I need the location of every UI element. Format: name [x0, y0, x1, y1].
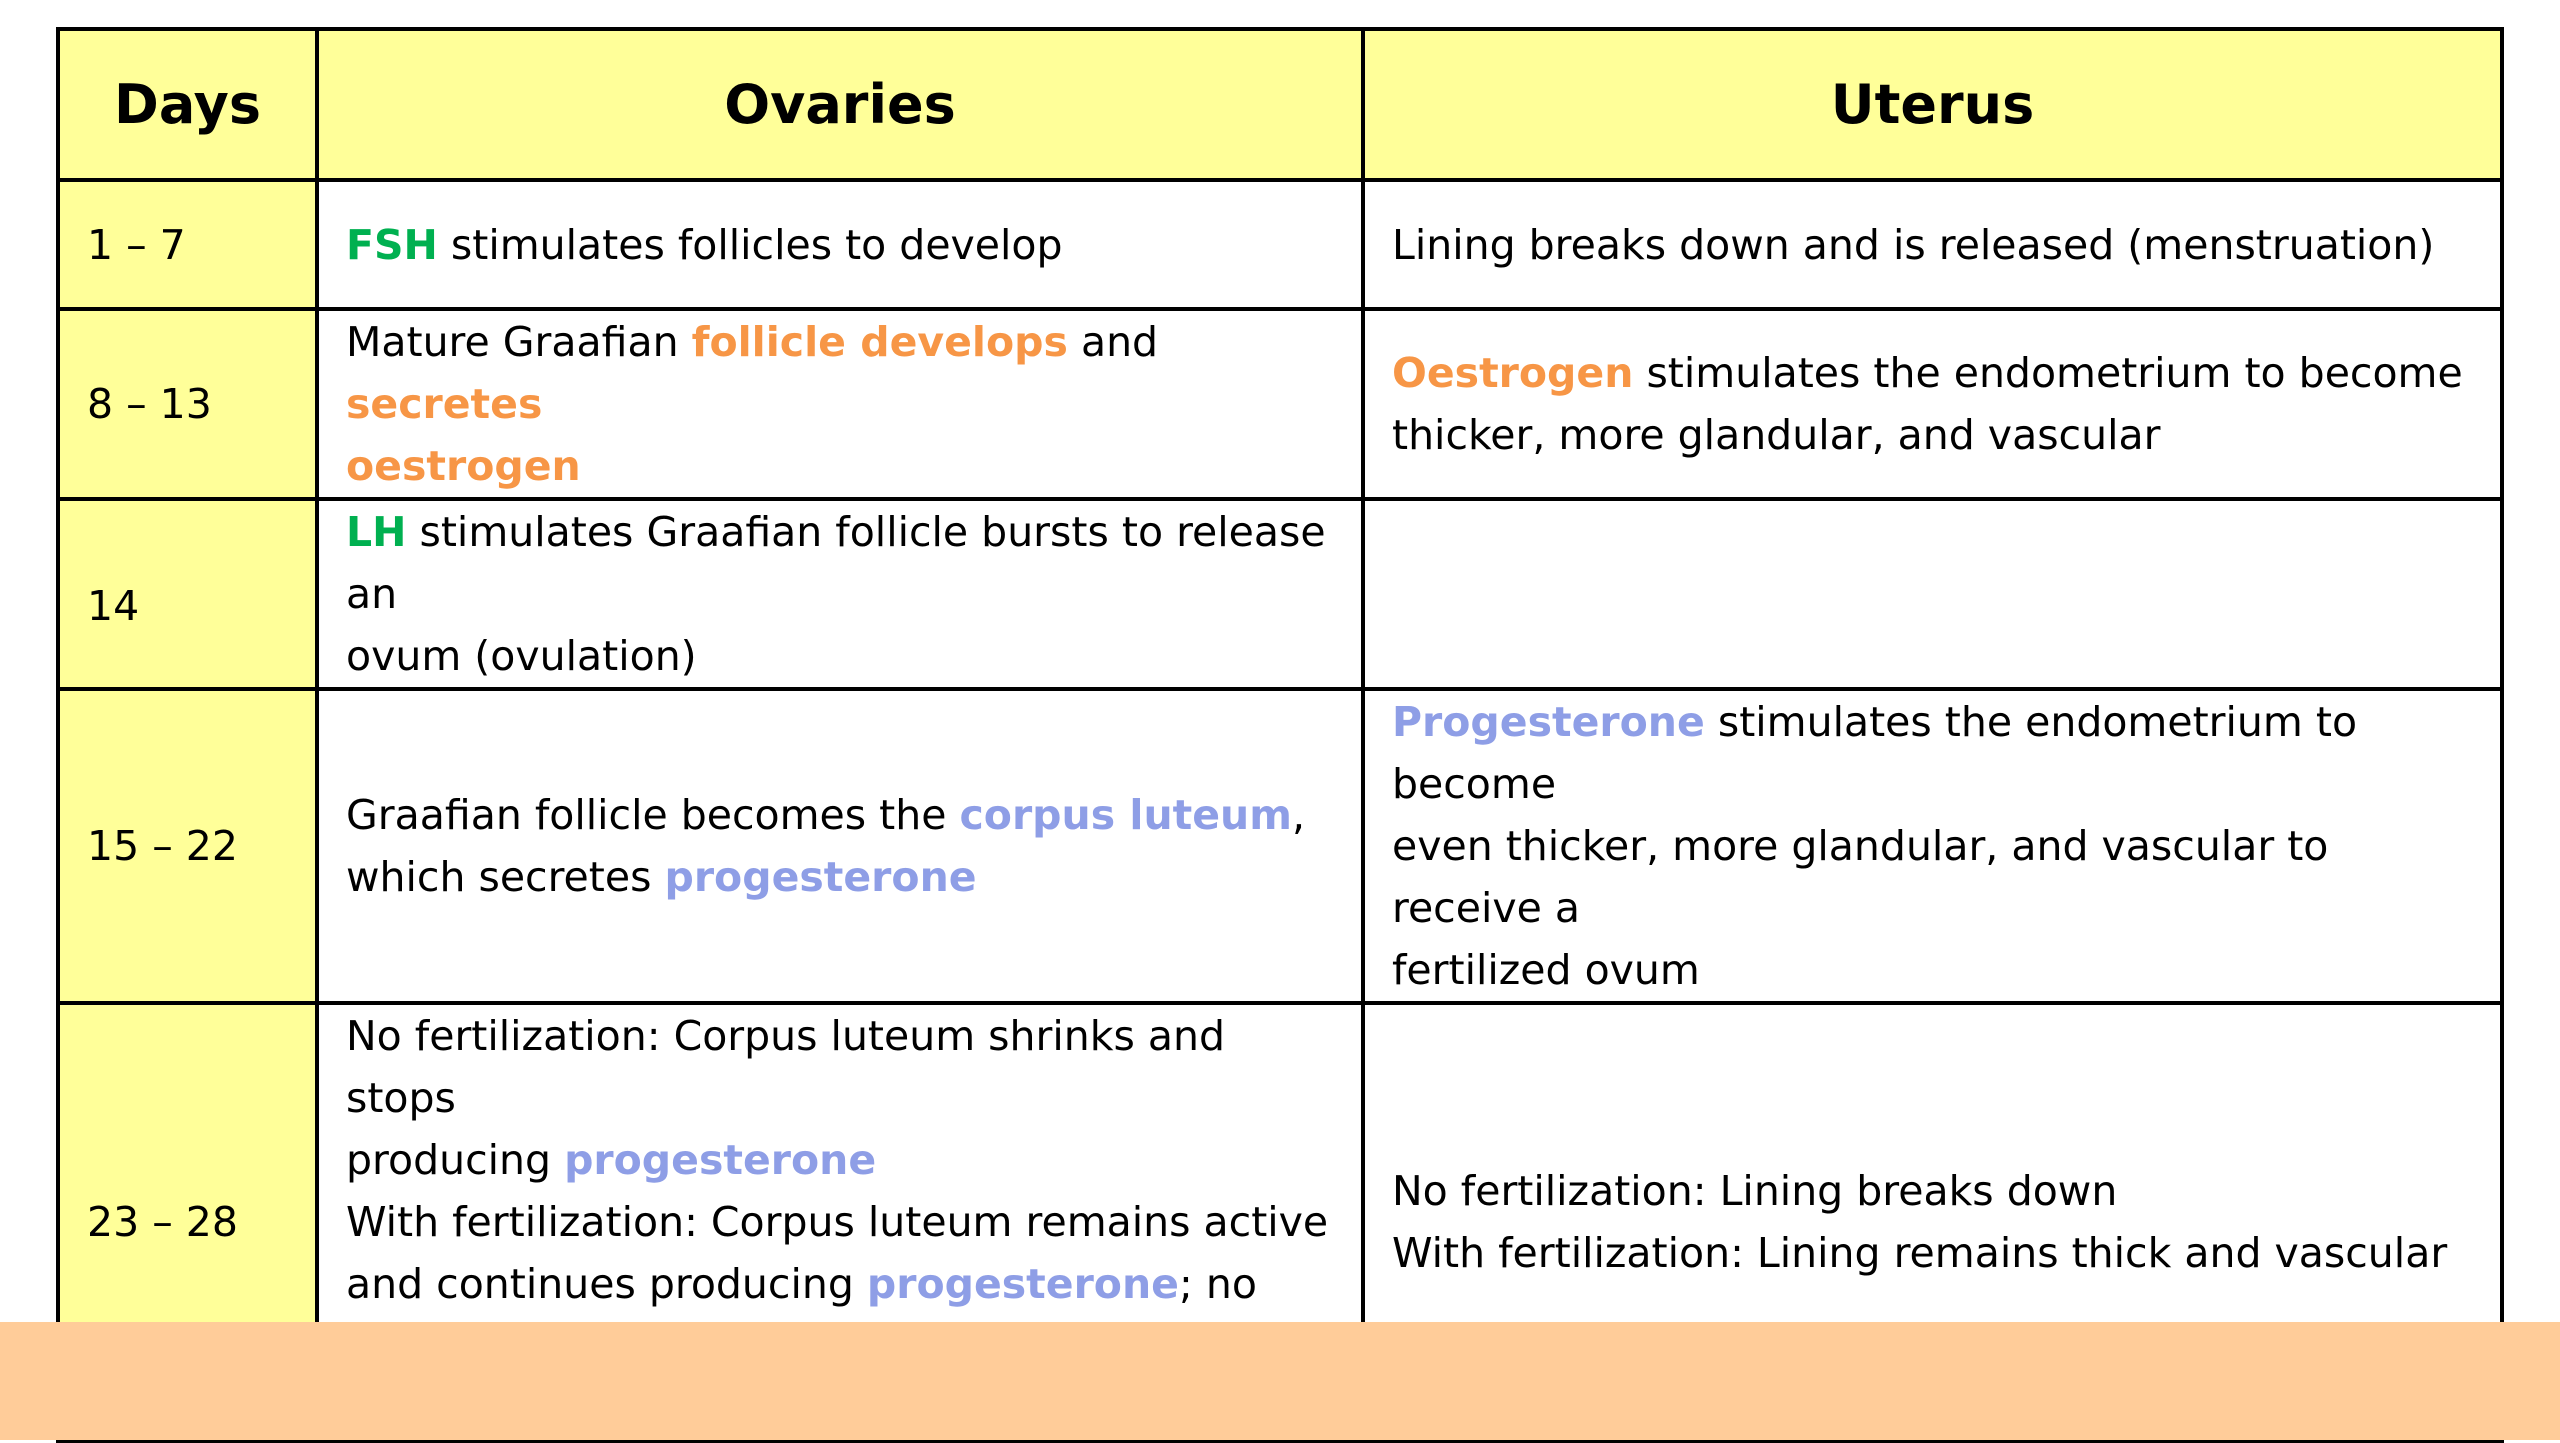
table-row	[58, 180, 2502, 309]
uterus-line	[1392, 214, 2476, 276]
text-segment: With fertilization: Corpus luteum remains active	[346, 1198, 1329, 1246]
text-segment: producing	[346, 1136, 565, 1184]
text-segment: Mature Graafian	[346, 318, 692, 366]
ovaries-line	[346, 214, 1337, 276]
text-segment: stimulates Graafian follicle bursts to release an	[346, 508, 1326, 618]
highlighted-term: corpus luteum	[959, 791, 1292, 839]
ovaries-line	[346, 1129, 1337, 1191]
text-segment: stimulates the endometrium to become	[1392, 698, 2358, 808]
ovaries-cell	[317, 689, 1363, 1003]
text-segment: even thicker, more glandular, and vascular to receive a	[1392, 822, 2329, 932]
text-segment: fertilized ovum	[1392, 946, 1700, 994]
uterus-cell	[1363, 180, 2502, 309]
text-segment: ovum (ovulation)	[346, 632, 697, 680]
ovaries-line	[346, 501, 1337, 625]
uterus-cell	[1363, 309, 2502, 499]
day-cell: 1 – 7	[58, 180, 317, 309]
ovaries-line	[346, 625, 1337, 687]
ovaries-line	[346, 1191, 1337, 1253]
ovaries-cell	[317, 309, 1363, 499]
day-cell: 8 – 13	[58, 309, 317, 499]
text-segment: Lining breaks down and is released (menstruation)	[1392, 220, 2435, 269]
header-uterus: Uterus	[1363, 29, 2502, 180]
uterus-line	[1392, 1160, 2476, 1222]
text-segment: and continues producing	[346, 1260, 867, 1308]
highlighted-term: LH	[346, 508, 407, 556]
uterus-line	[1392, 1222, 2476, 1284]
highlighted-term: Oestrogen	[1392, 349, 1634, 397]
text-segment: stimulates the endometrium to become	[1633, 349, 2463, 397]
day-cell: 14	[58, 499, 317, 689]
ovaries-line	[346, 311, 1337, 435]
table-row	[58, 309, 2502, 499]
text-segment: ,	[1291, 791, 1305, 839]
day-cell: 23 – 28	[58, 1003, 317, 1441]
text-segment: which secretes	[346, 853, 665, 901]
highlighted-term: progesterone	[866, 1260, 1179, 1308]
highlighted-term: secretes	[346, 380, 543, 428]
text-segment: thicker, more glandular, and vascular	[1392, 411, 2161, 459]
text-segment: No fertilization: Corpus luteum shrinks and stops	[346, 1012, 1226, 1122]
uterus-line	[1392, 815, 2476, 939]
highlighted-term: progesterone	[664, 853, 977, 901]
ovaries-line	[346, 435, 1337, 497]
uterus-cell	[1363, 499, 2502, 689]
table-row	[58, 689, 2502, 1003]
highlighted-term: FSH	[346, 220, 438, 269]
table-row	[58, 499, 2502, 689]
ovaries-line	[346, 784, 1337, 846]
footer-band	[0, 1322, 2560, 1440]
uterus-line	[1392, 939, 2476, 1001]
text-segment: and	[1067, 318, 1159, 366]
header-days: Days	[58, 29, 317, 180]
highlighted-term: progesterone	[564, 1136, 877, 1184]
uterus-cell	[1363, 689, 2502, 1003]
ovaries-cell	[317, 180, 1363, 309]
table-header-row	[58, 29, 2502, 180]
ovaries-line	[346, 846, 1337, 908]
ovaries-cell	[317, 499, 1363, 689]
uterus-line	[1392, 342, 2476, 404]
highlighted-term: Progesterone	[1392, 698, 1705, 746]
text-segment: stimulates follicles to develop	[437, 220, 1063, 269]
ovaries-line	[346, 1005, 1337, 1129]
highlighted-term: oestrogen	[346, 442, 581, 490]
highlighted-term: follicle develops	[691, 318, 1068, 366]
text-segment: No fertilization: Lining breaks down	[1392, 1167, 2118, 1215]
header-ovaries: Ovaries	[317, 29, 1363, 180]
uterus-line	[1392, 404, 2476, 466]
text-segment: ; no	[1178, 1260, 1257, 1308]
uterus-line	[1392, 691, 2476, 815]
menstrual-cycle-table	[56, 27, 2504, 1443]
text-segment: With fertilization: Lining remains thick and vascular	[1392, 1229, 2448, 1277]
day-cell: 15 – 22	[58, 689, 317, 1003]
text-segment: Graafian follicle becomes the	[346, 791, 960, 839]
